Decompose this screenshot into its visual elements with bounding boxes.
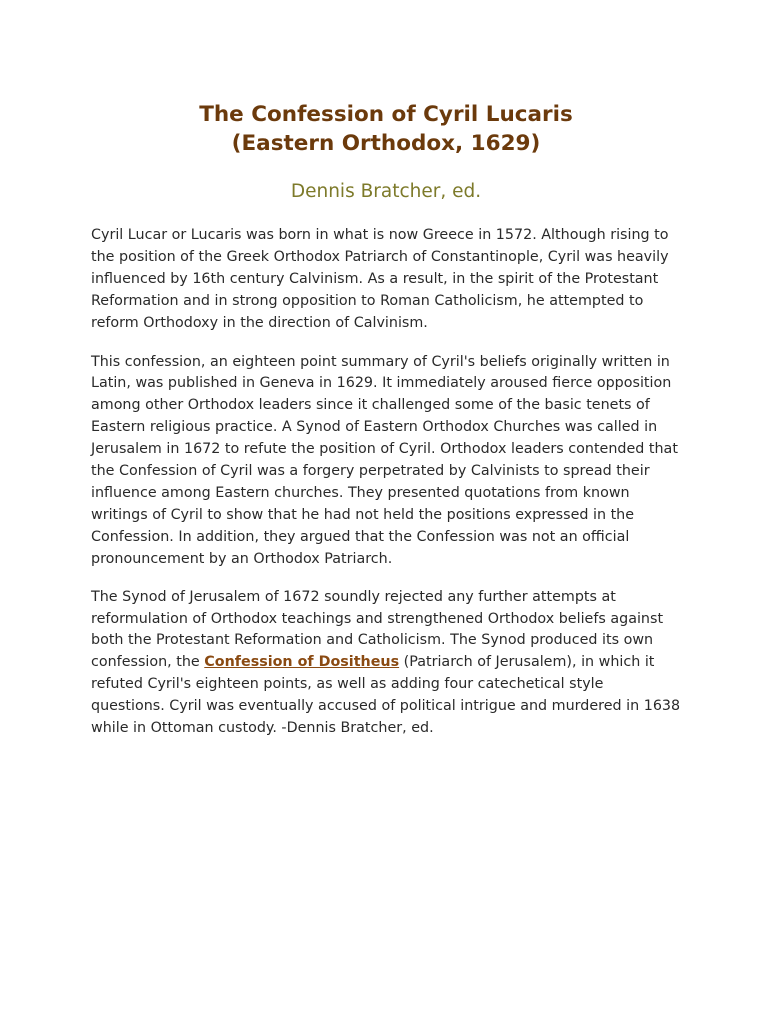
document-page bbox=[91, 100, 681, 740]
title-line-2: (Eastern Orthodox, 1629) bbox=[231, 131, 541, 156]
title-line-1: The Confession of Cyril Lucaris bbox=[199, 102, 573, 127]
paragraph-synod-text-before: The Synod of Jerusalem of 1672 soundly rejected any further attempts at reformulation of Orthodox teachings and strengthened Orthodox beliefs against both the Protestant Reformation and Catholicism. The Synod produced its own confession, the bbox=[91, 588, 664, 671]
paragraph-synod bbox=[91, 587, 681, 740]
confession-of-dositheus-link[interactable]: Confession of Dositheus bbox=[204, 654, 400, 671]
paragraph-synod-text-after: (Patriarch of Jerusalem), in which it refuted Cyril's eighteen points, as well as adding four catechetical style questions. Cyril was eventually accused of political intrigue and murdered in 1638 while in Ottoman custody. -Dennis Bratcher, ed. bbox=[91, 654, 681, 737]
editor-byline: Dennis Bratcher, ed. bbox=[290, 181, 482, 202]
page-title bbox=[91, 100, 681, 158]
paragraph-intro: Cyril Lucar or Lucaris was born in what is now Greece in 1572. Although rising to the position of the Greek Orthodox Patriarch of Constantinople, Cyril was heavily influenced by 16th century Calvinism. As a result, in the spirit of the Protestant Reformation and in strong opposition to Roman Catholicism, he attempted to reform Orthodoxy in the direction of Calvinism. bbox=[91, 227, 669, 331]
paragraph-confession: This confession, an eighteen point summary of Cyril's beliefs originally written in Latin, was published in Geneva in 1629. It immediately aroused fierce opposition among other Orthodox leaders since it challenged some of the basic tenets of Eastern religious practice. A Synod of Eastern Orthodox Churches was called in Jerusalem in 1672 to refute the position of Cyril. Orthodox leaders contended that the Confession of Cyril was a forgery perpetrated by Calvinists to spread their influence among Eastern churches. They presented quotations from known writings of Cyril to show that he had not held the positions expressed in the Confession. In addition, they argued that the Confession was not an official pronouncement by an Orthodox Patriarch. bbox=[91, 353, 678, 567]
